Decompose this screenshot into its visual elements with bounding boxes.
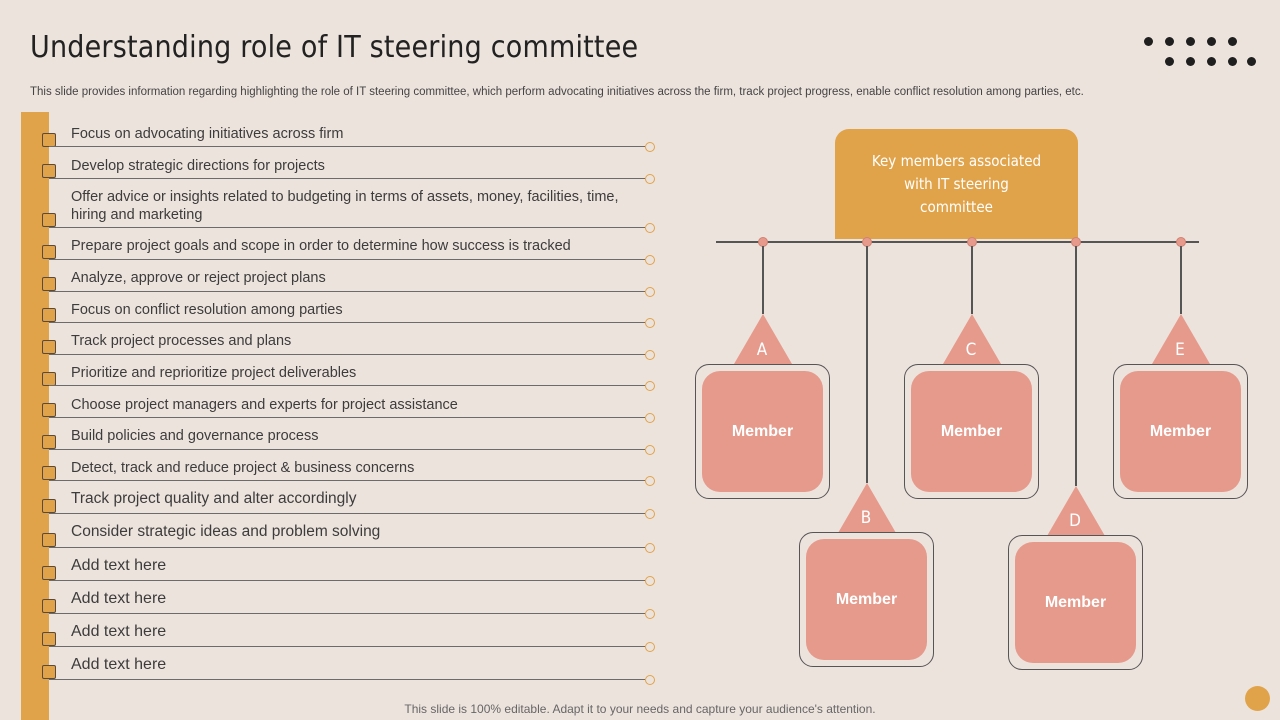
checkbox-icon <box>42 133 56 147</box>
line-end-circle-icon <box>645 350 655 360</box>
list-divider <box>49 178 645 179</box>
line-end-circle-icon <box>645 642 655 652</box>
member-label: Member <box>702 371 823 492</box>
list-item-text: Offer advice or insights related to budgeting in terms of assets, money, facilities, time, hiring and marketing <box>71 189 619 223</box>
dot-icon <box>1186 57 1195 66</box>
list-item-text: Prepare project goals and scope in order to determine how success is tracked <box>71 238 571 254</box>
line-end-circle-icon <box>645 543 655 553</box>
list-divider <box>49 322 645 323</box>
connector-stem <box>866 246 868 483</box>
member-label: Member <box>806 539 927 660</box>
member-frame <box>1113 364 1248 499</box>
list-divider <box>49 259 645 260</box>
dot-icon <box>1165 57 1174 66</box>
checkbox-icon <box>42 499 56 513</box>
list-divider <box>49 513 645 514</box>
corner-circle-icon <box>1245 686 1270 711</box>
footer-note: This slide is 100% editable. Adapt it to your needs and capture your audience's attention. <box>404 702 876 716</box>
checkbox-icon <box>42 340 56 354</box>
checkbox-icon <box>42 632 56 646</box>
checkbox-icon <box>42 403 56 417</box>
checkbox-icon <box>42 372 56 386</box>
checkbox-icon <box>42 566 56 580</box>
dot-icon <box>1186 37 1195 46</box>
list-divider <box>49 580 645 581</box>
checkbox-icon <box>42 277 56 291</box>
dot-icon <box>1228 37 1237 46</box>
member-letter: A <box>756 340 768 360</box>
checkbox-icon <box>42 665 56 679</box>
line-end-circle-icon <box>645 675 655 685</box>
org-header-text: Key members associated with IT steering committee <box>871 151 1042 216</box>
list-item-text: Develop strategic directions for projects <box>71 158 325 174</box>
checkbox-icon <box>42 308 56 322</box>
list-divider <box>49 354 645 355</box>
line-end-circle-icon <box>645 255 655 265</box>
connector-stem <box>971 246 973 314</box>
member-letter: B <box>860 508 872 528</box>
member-frame <box>695 364 830 499</box>
dot-icon <box>1144 37 1153 46</box>
list-item-text: Track project processes and plans <box>71 333 292 349</box>
list-item-text: Consider strategic ideas and problem solving <box>71 523 381 540</box>
member-frame <box>1008 535 1143 670</box>
connector-stem <box>1180 246 1182 314</box>
dot-icon <box>1207 57 1216 66</box>
list-item-text: Choose project managers and experts for project assistance <box>71 397 458 413</box>
line-end-circle-icon <box>645 142 655 152</box>
line-end-circle-icon <box>645 609 655 619</box>
member-frame <box>799 532 934 667</box>
line-end-circle-icon <box>645 174 655 184</box>
line-end-circle-icon <box>645 509 655 519</box>
list-item-text: Prioritize and reprioritize project deliverables <box>71 365 357 381</box>
list-divider <box>49 646 645 647</box>
member-label: Member <box>1015 542 1136 663</box>
member-letter: C <box>965 340 977 360</box>
list-divider <box>49 679 645 680</box>
checkbox-icon <box>42 245 56 259</box>
dot-icon <box>1165 37 1174 46</box>
dot-icon <box>1207 37 1216 46</box>
org-connector-line <box>716 241 1199 243</box>
list-divider <box>49 227 645 228</box>
list-divider <box>49 291 645 292</box>
list-item-text: Add text here <box>71 557 167 574</box>
list-divider <box>49 417 645 418</box>
list-item-text: Track project quality and alter accordingly <box>71 490 357 507</box>
page-subtitle: This slide provides information regarding highlighting the role of IT steering committee, which perform advocating initiatives across the firm, track project progress, enable conflict resolution among parties, etc. <box>30 86 1084 98</box>
list-item-text: Focus on advocating initiatives across firm <box>71 126 344 142</box>
connector-stem <box>1075 246 1077 486</box>
line-end-circle-icon <box>645 381 655 391</box>
line-end-circle-icon <box>645 287 655 297</box>
line-end-circle-icon <box>645 318 655 328</box>
line-end-circle-icon <box>645 476 655 486</box>
list-item-text: Add text here <box>71 656 167 673</box>
checkbox-icon <box>42 533 56 547</box>
list-divider <box>49 146 645 147</box>
checkbox-icon <box>42 599 56 613</box>
decorative-dots <box>1140 34 1255 70</box>
list-item-text: Add text here <box>71 590 167 607</box>
list-divider <box>49 449 645 450</box>
line-end-circle-icon <box>645 576 655 586</box>
list-divider <box>49 385 645 386</box>
list-divider <box>49 480 645 481</box>
member-label: Member <box>911 371 1032 492</box>
list-item-text: Add text here <box>71 623 167 640</box>
line-end-circle-icon <box>645 223 655 233</box>
page-title: Understanding role of IT steering committee <box>30 30 639 65</box>
member-label: Member <box>1120 371 1241 492</box>
line-end-circle-icon <box>645 445 655 455</box>
line-end-circle-icon <box>645 413 655 423</box>
dot-icon <box>1247 57 1256 66</box>
list-divider <box>49 613 645 614</box>
member-letter: E <box>1175 340 1185 360</box>
checkbox-icon <box>42 164 56 178</box>
list-item-text: Build policies and governance process <box>71 428 319 444</box>
member-frame <box>904 364 1039 499</box>
checkbox-icon <box>42 466 56 480</box>
list-item-text: Focus on conflict resolution among parties <box>71 302 343 318</box>
checkbox-icon <box>42 213 56 227</box>
list-item-text: Detect, track and reduce project & business concerns <box>71 460 415 476</box>
org-header-box <box>835 129 1078 239</box>
checkbox-icon <box>42 435 56 449</box>
list-item-text: Analyze, approve or reject project plans <box>71 270 326 286</box>
connector-stem <box>762 246 764 314</box>
dot-icon <box>1228 57 1237 66</box>
list-divider <box>49 547 645 548</box>
member-letter: D <box>1069 511 1081 531</box>
